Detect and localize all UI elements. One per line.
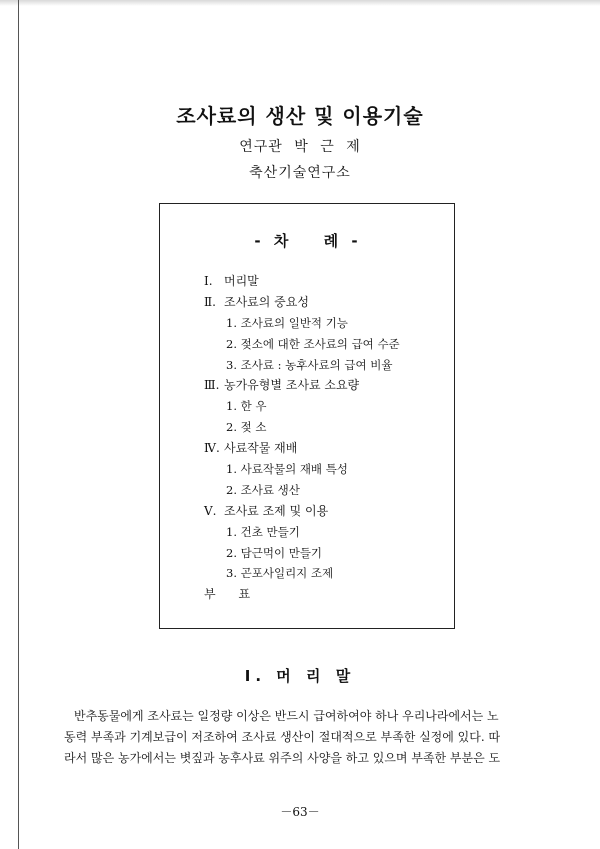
toc-sub-item xyxy=(204,480,400,501)
toc-item-label: 2. 젖 소 xyxy=(226,420,267,435)
toc-sub-item xyxy=(204,522,400,543)
toc-heading-dash-right: - xyxy=(351,232,360,250)
toc-list xyxy=(204,271,400,605)
toc-item-label: 1. 한 우 xyxy=(226,399,267,414)
toc-item-label: 농가유형별 조사료 소요량 xyxy=(224,378,360,393)
body-line: 반추동물에게 조사료는 일정량 이상은 반드시 급여하여야 하나 우리나라에서는 노 xyxy=(74,709,499,723)
toc-heading-dash-left: - xyxy=(254,232,263,250)
toc-main-item xyxy=(204,501,400,522)
toc-sub-item xyxy=(204,334,400,355)
toc-item-label: 조사료의 중요성 xyxy=(224,294,309,309)
toc-item-label: 2. 젖소에 대한 조사료의 급여 수준 xyxy=(226,336,400,351)
body-line: 라서 많은 농가에서는 볏짚과 농후사료 위주의 사양을 하고 있으며 부족한 부분은 도 xyxy=(64,751,501,765)
toc-item-label: 머리말 xyxy=(224,274,259,288)
table-of-contents-box xyxy=(159,203,455,629)
toc-sub-item xyxy=(204,417,400,438)
toc-heading xyxy=(160,230,454,251)
toc-main-item xyxy=(204,438,400,459)
toc-item-label: 1. 사료작물의 재배 특성 xyxy=(226,462,348,477)
author-line: 연구관 박 근 제 xyxy=(239,139,361,155)
toc-item-label: 3. 곤포사일리지 조제 xyxy=(226,566,334,581)
toc-item-number: Ⅲ. xyxy=(204,378,220,393)
toc-main-item xyxy=(204,375,400,396)
toc-main-item xyxy=(204,292,400,313)
page-top-shadow xyxy=(0,0,600,6)
institute-line: 축산기술연구소 xyxy=(249,165,351,181)
toc-sub-item xyxy=(204,355,400,376)
toc-item-number: Ⅰ. xyxy=(204,274,213,288)
toc-item-number: Ⅱ. xyxy=(204,294,216,309)
toc-sub-item xyxy=(204,459,400,480)
toc-item-label: 사료작물 재배 xyxy=(224,441,298,456)
toc-item-label: 1. 건초 만들기 xyxy=(226,524,300,539)
toc-item-label: 2. 조사료 생산 xyxy=(226,482,300,497)
toc-sub-item xyxy=(204,313,400,334)
toc-sub-item xyxy=(204,543,400,564)
section-heading: Ⅰ. 머 리 말 xyxy=(244,667,356,685)
toc-item-label: 부 표 xyxy=(204,587,251,602)
toc-sub-item xyxy=(204,396,400,417)
body-line: 동력 부족과 기계보급이 저조하여 조사료 생산이 절대적으로 부족한 실정에 있다. 따 xyxy=(64,730,501,744)
toc-sub-item xyxy=(204,563,400,584)
body-paragraph xyxy=(64,706,538,769)
toc-heading-word: 차 례 xyxy=(273,232,341,250)
toc-item-label: 조사료 조제 및 이용 xyxy=(224,503,329,518)
toc-item-label: 3. 조사료 : 농후사료의 급여 비율 xyxy=(226,357,393,372)
page-number: －63－ xyxy=(280,805,320,819)
toc-main-item xyxy=(204,584,400,605)
toc-item-label: 1. 조사료의 일반적 기능 xyxy=(226,315,348,330)
document-title: 조사료의 생산 및 이용기술 xyxy=(176,104,424,128)
toc-item-number: Ⅳ. xyxy=(204,441,220,456)
toc-item-label: 2. 담근먹이 만들기 xyxy=(226,545,323,560)
toc-item-number: Ⅴ. xyxy=(204,503,217,518)
toc-main-item xyxy=(204,271,400,292)
